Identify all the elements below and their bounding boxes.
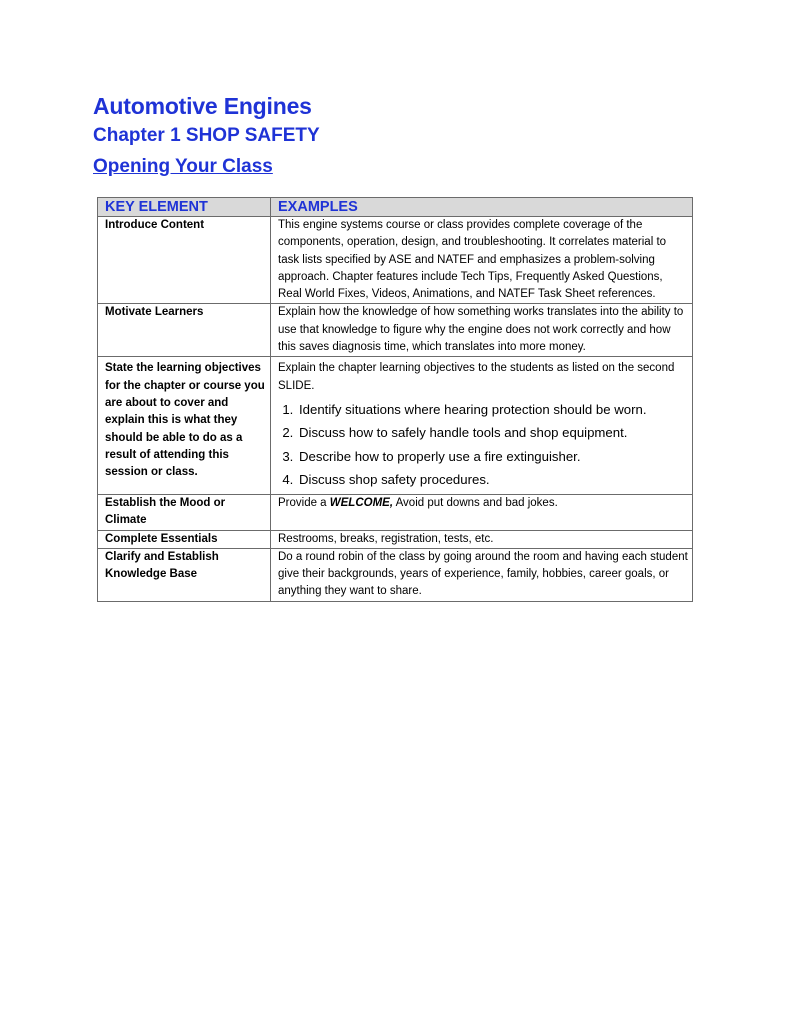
key-element-cell: Complete Essentials <box>98 530 271 548</box>
table-header-row <box>98 198 693 217</box>
key-element-cell: Clarify and Establish Knowledge Base <box>98 548 271 601</box>
list-item: 1. Identify situations where hearing protection should be worn. <box>297 398 688 422</box>
example-suffix: Avoid put downs and bad jokes. <box>393 496 558 509</box>
table-row <box>98 304 693 357</box>
key-element-cell: Introduce Content <box>98 217 271 304</box>
list-item: 2. Discuss how to safely handle tools and shop equipment. <box>297 421 688 445</box>
example-cell: Explain how the knowledge of how something works translates into the ability to use that knowledge to figure why the engine does not work correctly and how this saves diagnosis time, which translates into more money. <box>271 304 693 357</box>
key-element-cell: Motivate Learners <box>98 304 271 357</box>
list-item: 4. Discuss shop safety procedures. <box>297 468 688 492</box>
table-row <box>98 494 693 530</box>
example-cell: Do a round robin of the class by going around the room and having each student give their backgrounds, years of experience, family, hobbies, career goals, or anything they want to share. <box>271 548 693 601</box>
example-cell: This engine systems course or class provides complete coverage of the components, operation, design, and troubleshooting. It correlates material to task lists specified by ASE and NATEF and emphasizes a problem-solving approach. Chapter features include Tech Tips, Frequently Asked Questions, Real World Fixes, Videos, Animations, and NATEF Task Sheet references. <box>271 217 693 304</box>
key-element-cell: Establish the Mood or Climate <box>98 494 271 530</box>
table-row <box>98 217 693 304</box>
example-prefix: Provide a <box>278 496 330 509</box>
section-title: Opening Your Class <box>93 156 273 177</box>
objectives-list <box>278 398 688 492</box>
document-title: Automotive Engines <box>93 93 312 119</box>
opening-class-table <box>97 197 693 602</box>
example-cell: Restrooms, breaks, registration, tests, etc. <box>271 530 693 548</box>
document-header <box>93 92 320 181</box>
key-element-cell: State the learning objectives for the chapter or course you are about to cover and explain this is what they should be able to do as a result of attending this session or class. <box>98 357 271 495</box>
objectives-intro: Explain the chapter learning objectives to the students as listed on the second SLIDE. <box>278 362 675 392</box>
welcome-emphasis: WELCOME, <box>329 496 394 509</box>
chapter-title: Chapter 1 SHOP SAFETY <box>93 125 320 146</box>
table-row <box>98 357 693 495</box>
example-cell <box>271 357 693 495</box>
table-row <box>98 548 693 601</box>
example-cell <box>271 494 693 530</box>
table-row <box>98 530 693 548</box>
list-item: 3. Describe how to properly use a fire extinguisher. <box>297 445 688 469</box>
column-header-key-element: KEY ELEMENT <box>98 198 271 217</box>
column-header-examples: EXAMPLES <box>271 198 693 217</box>
